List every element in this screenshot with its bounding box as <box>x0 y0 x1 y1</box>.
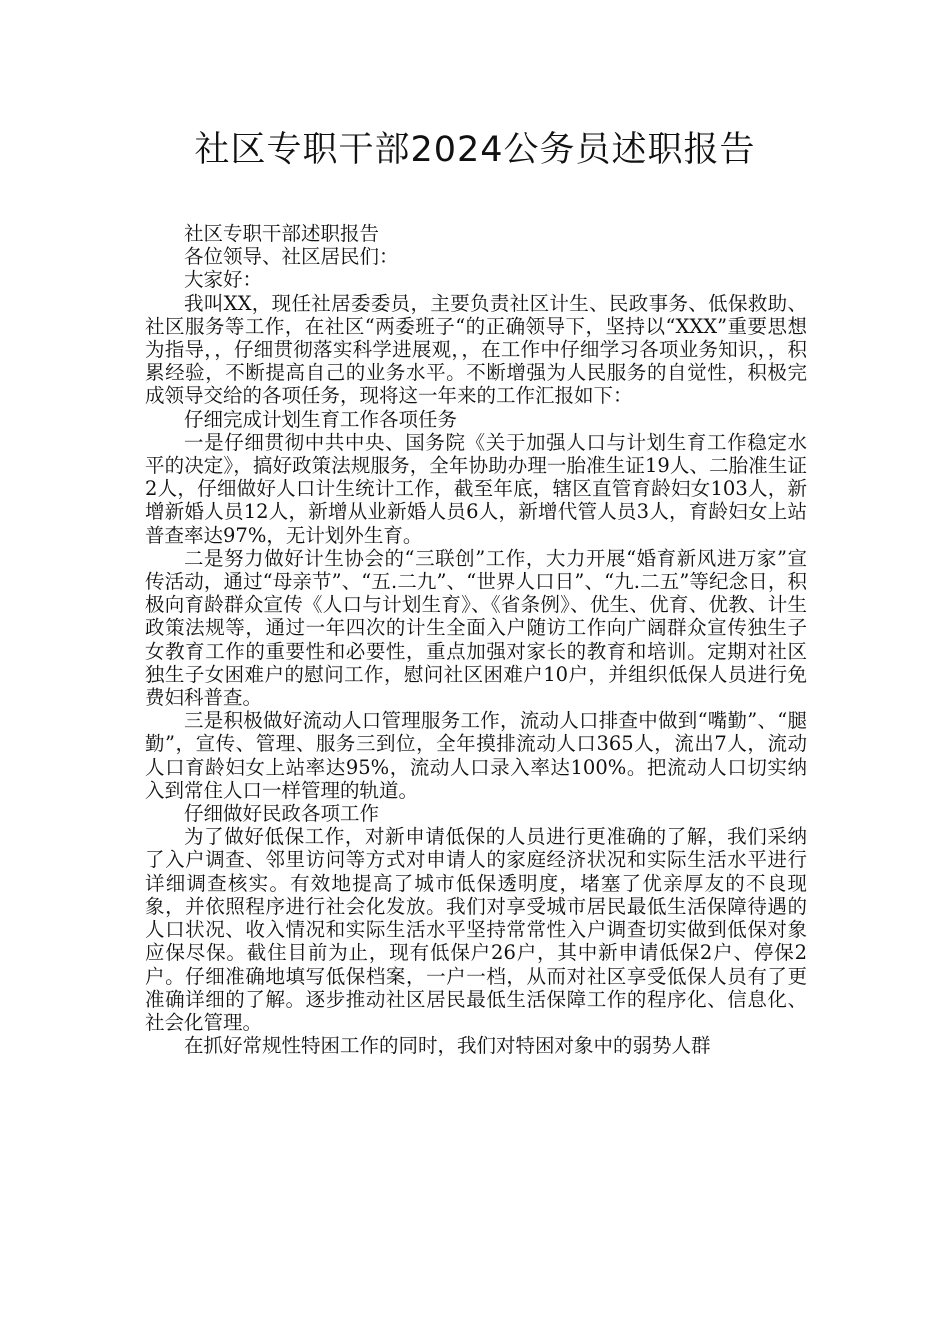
section-heading-family-planning: 仔细完成计划生育工作各项任务 <box>184 407 458 431</box>
paragraph-family-planning-2: 二是努力做好计生协会的“三联创”工作，大力开展“婚育新风进万家”宣传活动，通过“母亲节”、“五.二九”、“世界人口日”、“九.二五”等纪念日，积极向育龄群众宣传《人口与计划生育》、《省条例》、优生、优育、优教、计生政策法规等，通过一年四次的计生全面入户随访工作向广阔群众宣传独生子女教育工作的重要性和必要性，重点加强对家长的教育和培训。定期对社区独生子女困难户的慰问工作，慰问社区困难户10户，并组织低保人员进行免费妇科普查。 <box>145 546 807 710</box>
paragraph-salutation: 各位领导、社区居民们： <box>184 245 399 269</box>
paragraph-family-planning-1: 一是仔细贯彻中共中央、国务院《关于加强人口与计划生育工作稳定水平的决定》，搞好政策法规服务，全年协助办理一胎准生证19人、二胎准生证2人，仔细做好人口计生统计工作，截至年底，辖区直管育龄妇女103人，新增新婚人员12人，新增从业新婚人员6人，新增代管人员3人，育龄妇女上站普查率达97%，无计划外生育。 <box>145 430 807 547</box>
paragraph-civil-affairs-2: 在抓好常规性特困工作的同时，我们对特困对象中的弱势人群 <box>184 1034 711 1058</box>
paragraph-family-planning-3: 三是积极做好流动人口管理服务工作，流动人口排查中做到“嘴勤”、“腿勤”，宣传、管理、服务三到位，全年摸排流动人口365人，流出7人，流动人口育龄妇女上站率达95%，流动人口录入率达100%。把流动人口切实纳入到常住人口一样管理的轨道。 <box>145 709 807 802</box>
document-body <box>145 222 807 1057</box>
paragraph-report-heading: 社区专职干部述职报告 <box>184 222 380 245</box>
paragraph-civil-affairs-1: 为了做好低保工作，对新申请低保的人员进行更准确的了解，我们采纳了入户调查、邻里访问等方式对申请人的家庭经济状况和实际生活水平进行详细调查核实。有效地提高了城市低保透明度，堵塞了优亲厚友的不良现象，并依照程序进行社会化发放。我们对享受城市居民最低生活保障待遇的人口状况、收入情况和实际生活水平坚持常常性入户调查切实做到低保对象应保尽保。截住目前为止，现有低保户26户，其中新申请低保2户、停保2户。仔细准确地填写低保档案，一户一档，从而对社区享受低保人员有了更准确详细的了解。逐步推动社区居民最低生活保障工作的程序化、信息化、社会化管理。 <box>145 825 807 1034</box>
paragraph-introduction: 我叫XX，现任社居委委员，主要负责社区计生、民政事务、低保救助、社区服务等工作，在社区“两委班子“的正确领导下，坚持以“XXX”重要思想为指导，，仔细贯彻落实科学进展观，，在工作中仔细学习各项业务知识，，积累经验，不断提高自己的业务水平。不断增强为人民服务的自觉性，积极完成领导交给的各项任务，现将这一年来的工作汇报如下： <box>145 291 807 408</box>
document-title: 社区专职干部2024公务员述职报告 <box>194 130 756 170</box>
section-heading-civil-affairs: 仔细做好民政各项工作 <box>184 802 380 826</box>
paragraph-greeting: 大家好： <box>184 268 263 292</box>
